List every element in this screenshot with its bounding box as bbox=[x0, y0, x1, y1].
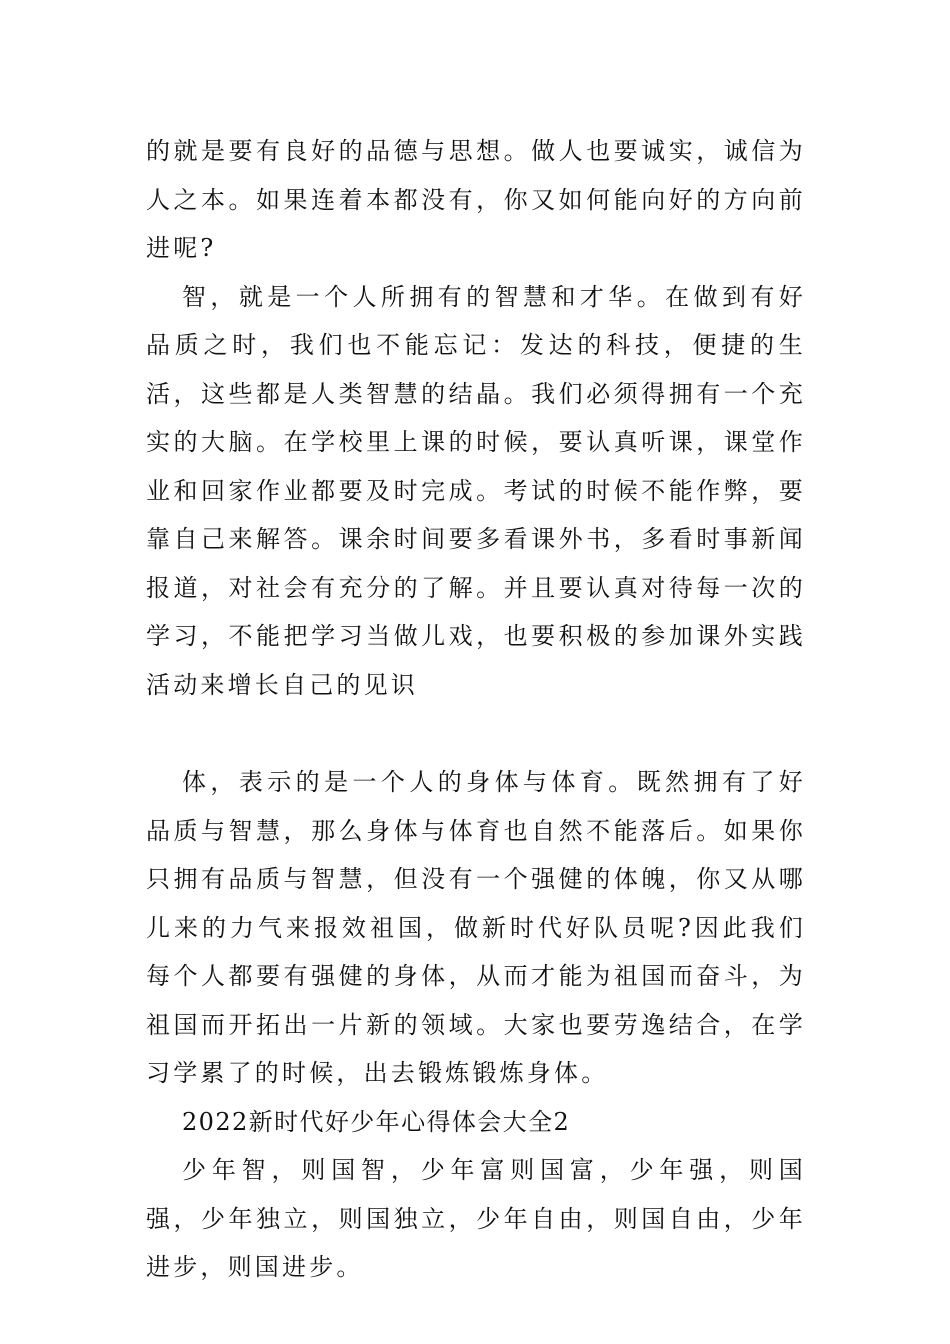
paragraph-wisdom: 智，就是一个人所拥有的智慧和才华。在做到有好品质之时，我们也不能忘记：发达的科技，便捷的生活，这些都是人类智慧的结晶。我们必须得拥有一个充实的大脑。在学校里上课的时候，要认真听课，课堂作业和回家作业都要及时完成。考试的时候不能作弊，要靠自己来解答。课余时间要多看课外书，多看时事新闻报道，对社会有充分的了解。并且要认真对待每一次的学习，不能把学习当做儿戏，也要积极的参加课外实践活动来增长自己的见识 bbox=[146, 282, 806, 699]
paragraph-virtue: 的就是要有良好的品德与思想。做人也要诚实，诚信为人之本。如果连着本都没有，你又如何能向好的方向前进呢? bbox=[146, 137, 806, 262]
paragraph-body: 体，表示的是一个人的身体与体育。既然拥有了好品质与智慧，那么身体与体育也自然不能落后。如果你只拥有品质与智慧，但没有一个强健的体魄，你又从哪儿来的力气来报效祖国，做新时代好队员呢?因此我们每个人都要有强健的身体，从而才能为祖国而奋斗，为祖国而开拓出一片新的领域。大家也要劳逸结合，在学习学累了的时候，出去锻炼锻炼身体。 bbox=[146, 768, 806, 1087]
document-body bbox=[146, 127, 806, 1292]
paragraph-youth: 少年智，则国智，少年富则国富，少年强，则国强，少年独立，则国独立，少年自由，则国自由，少年进步，则国进步。 bbox=[146, 1156, 806, 1281]
section-heading: 2022新时代好少年心得体会大全2 bbox=[182, 1107, 571, 1136]
